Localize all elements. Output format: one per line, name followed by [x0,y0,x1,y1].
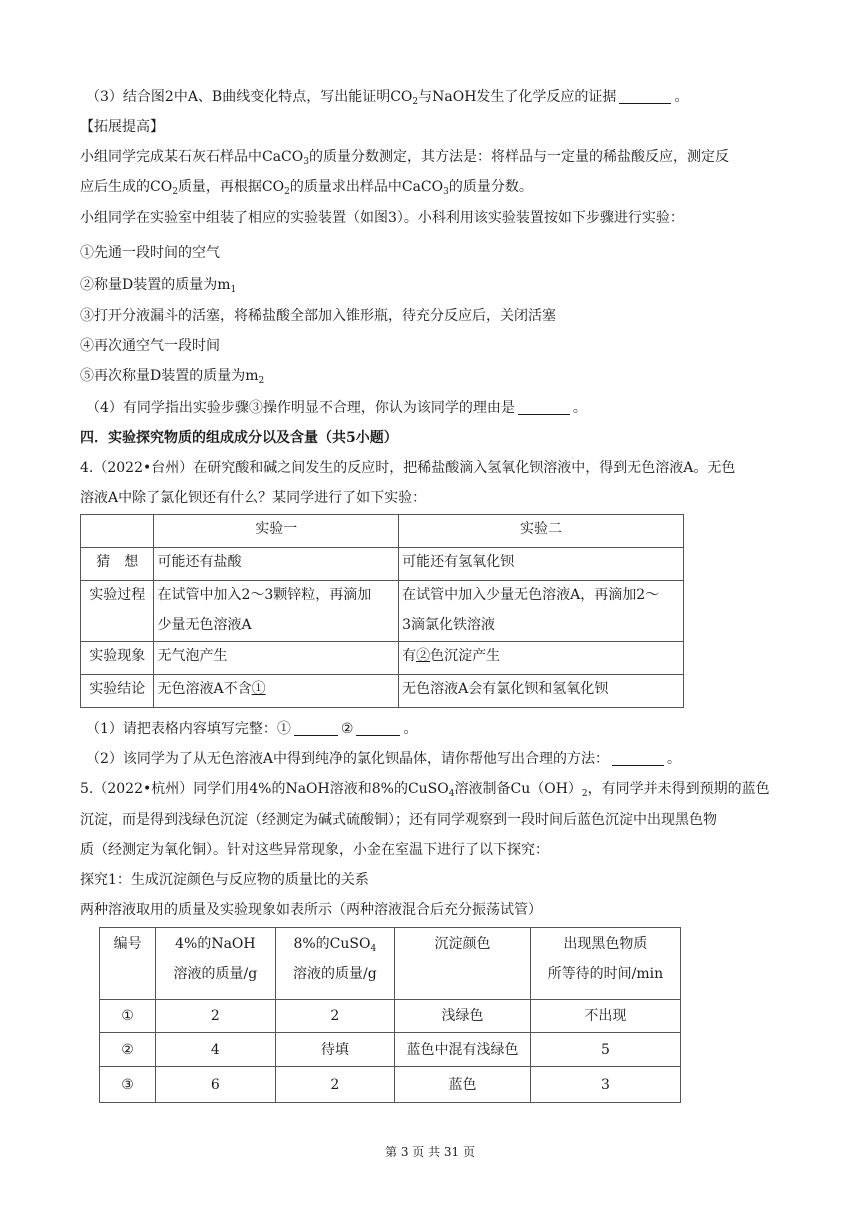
experiment-table [80,514,684,708]
table-row: ① 2 2 浅绿色 不出现 [100,1000,681,1033]
problem-4-text: 4.（2022•台州）在研究酸和碱之间发生的反应时，把稀盐酸滴入氢氧化钡溶液中，得到无色溶液A。无色 [80,460,736,476]
paragraph-line: 应后生成的$CO_2$质量，再根据$CO_2$的质量求出样品中CaCO$_3$的质量分数。 [80,179,533,197]
results-table [99,927,681,1103]
step-5: ⑤再次称量D装置的质量为$m_2$ [80,368,265,386]
section-4-heading: 四．实验探究物质的组成成分以及含量（共5小题） [80,430,398,446]
step-2: ②称量D装置的质量为$m_1$ [80,277,237,295]
paragraph-line: 小组同学在实验室中组装了相应的实验装置（如图3）。小科利用该实验装置按如下步骤进行实验： [80,210,684,226]
answer-blank[interactable] [612,751,664,766]
table-row: 实验结论 无色溶液A不含① 无色溶液A会有氯化钡和氢氧化钡 [81,675,684,708]
answer-blank[interactable] [518,400,570,415]
answer-blank[interactable] [294,721,338,736]
problem-4-text: 溶液A中除了氯化钡还有什么？某同学进行了如下实验： [80,490,427,506]
table-row: 实验一 实验二 [81,515,684,548]
problem-5-text: 探究1：生成沉淀颜色与反应物的质量比的关系 [80,872,369,888]
paragraph-line: 小组同学完成某石灰石样品中CaCO$_3$的质量分数测定，其方法是：将样品与一定量的稀盐酸反应，测定反 [80,149,729,167]
table-row: ③ 6 2 蓝色 3 [100,1067,681,1103]
table-row: 猜 想 可能还有盐酸 可能还有氢氧化钡 [81,548,684,581]
problem-5-text: 沉淀，而是得到浅绿色沉淀（经测定为碱式硫酸铜）；还有同学观察到一段时间后蓝色沉淀中出现黑色物 [80,812,717,828]
question-4-1: （1）请把表格内容填写完整：① ② 。 [86,721,418,737]
step-1: ①先通一段时间的空气 [80,245,220,261]
table-row: ② 4 待填 蓝色中混有浅绿色 5 [100,1033,681,1067]
question-3: （3）结合图2中A、B曲线变化特点，写出能证明$CO_2$与NaOH发生了化学反应的证据 。 [86,89,689,107]
section-extend-heading: 【拓展提高】 [80,119,164,135]
question-4-2: （2）该同学为了从无色溶液A中得到纯净的氯化钡晶体，请你帮他写出合理的方法： 。 [86,751,682,767]
problem-5-text: 两种溶液取用的质量及实验现象如表所示（两种溶液混合后充分振荡试管） [80,902,542,918]
problem-5-text: 5.（2022•杭州）同学们用4%的NaOH溶液和8%的CuSO$_4$溶液制备$Cu(OH)_2$，有同学并未得到预期的蓝色 [80,781,770,799]
table-row: 实验过程 在试管中加入2～3颗锌粒，再滴加 少量无色溶液A 在试管中加入少量无色溶液A，再滴加2～ 3滴氯化铁溶液 [81,581,684,642]
table-row: 实验现象 无气泡产生 有②色沉淀产生 [81,642,684,675]
step-4: ④再次通空气一段时间 [80,338,220,354]
table-row: 编号 4%的NaOH 溶液的质量/g 8%的CuSO$_4$ 溶液的质量/g 沉淀颜色 出现黑色物质 所等待的时间/min [100,928,681,1000]
problem-5-text: 质（经测定为氧化铜）。针对这些异常现象，小金在室温下进行了以下探究： [80,842,549,858]
answer-blank[interactable] [619,89,671,104]
answer-blank[interactable] [356,721,400,736]
page-footer: 第 3 页 共 31 页 [385,1145,475,1159]
step-3: ③打开分液漏斗的活塞，将稀盐酸全部加入锥形瓶，待充分反应后，关闭活塞 [80,308,556,324]
question-4: （4）有同学指出实验步骤③操作明显不合理，你认为该同学的理由是 。 [86,400,587,416]
